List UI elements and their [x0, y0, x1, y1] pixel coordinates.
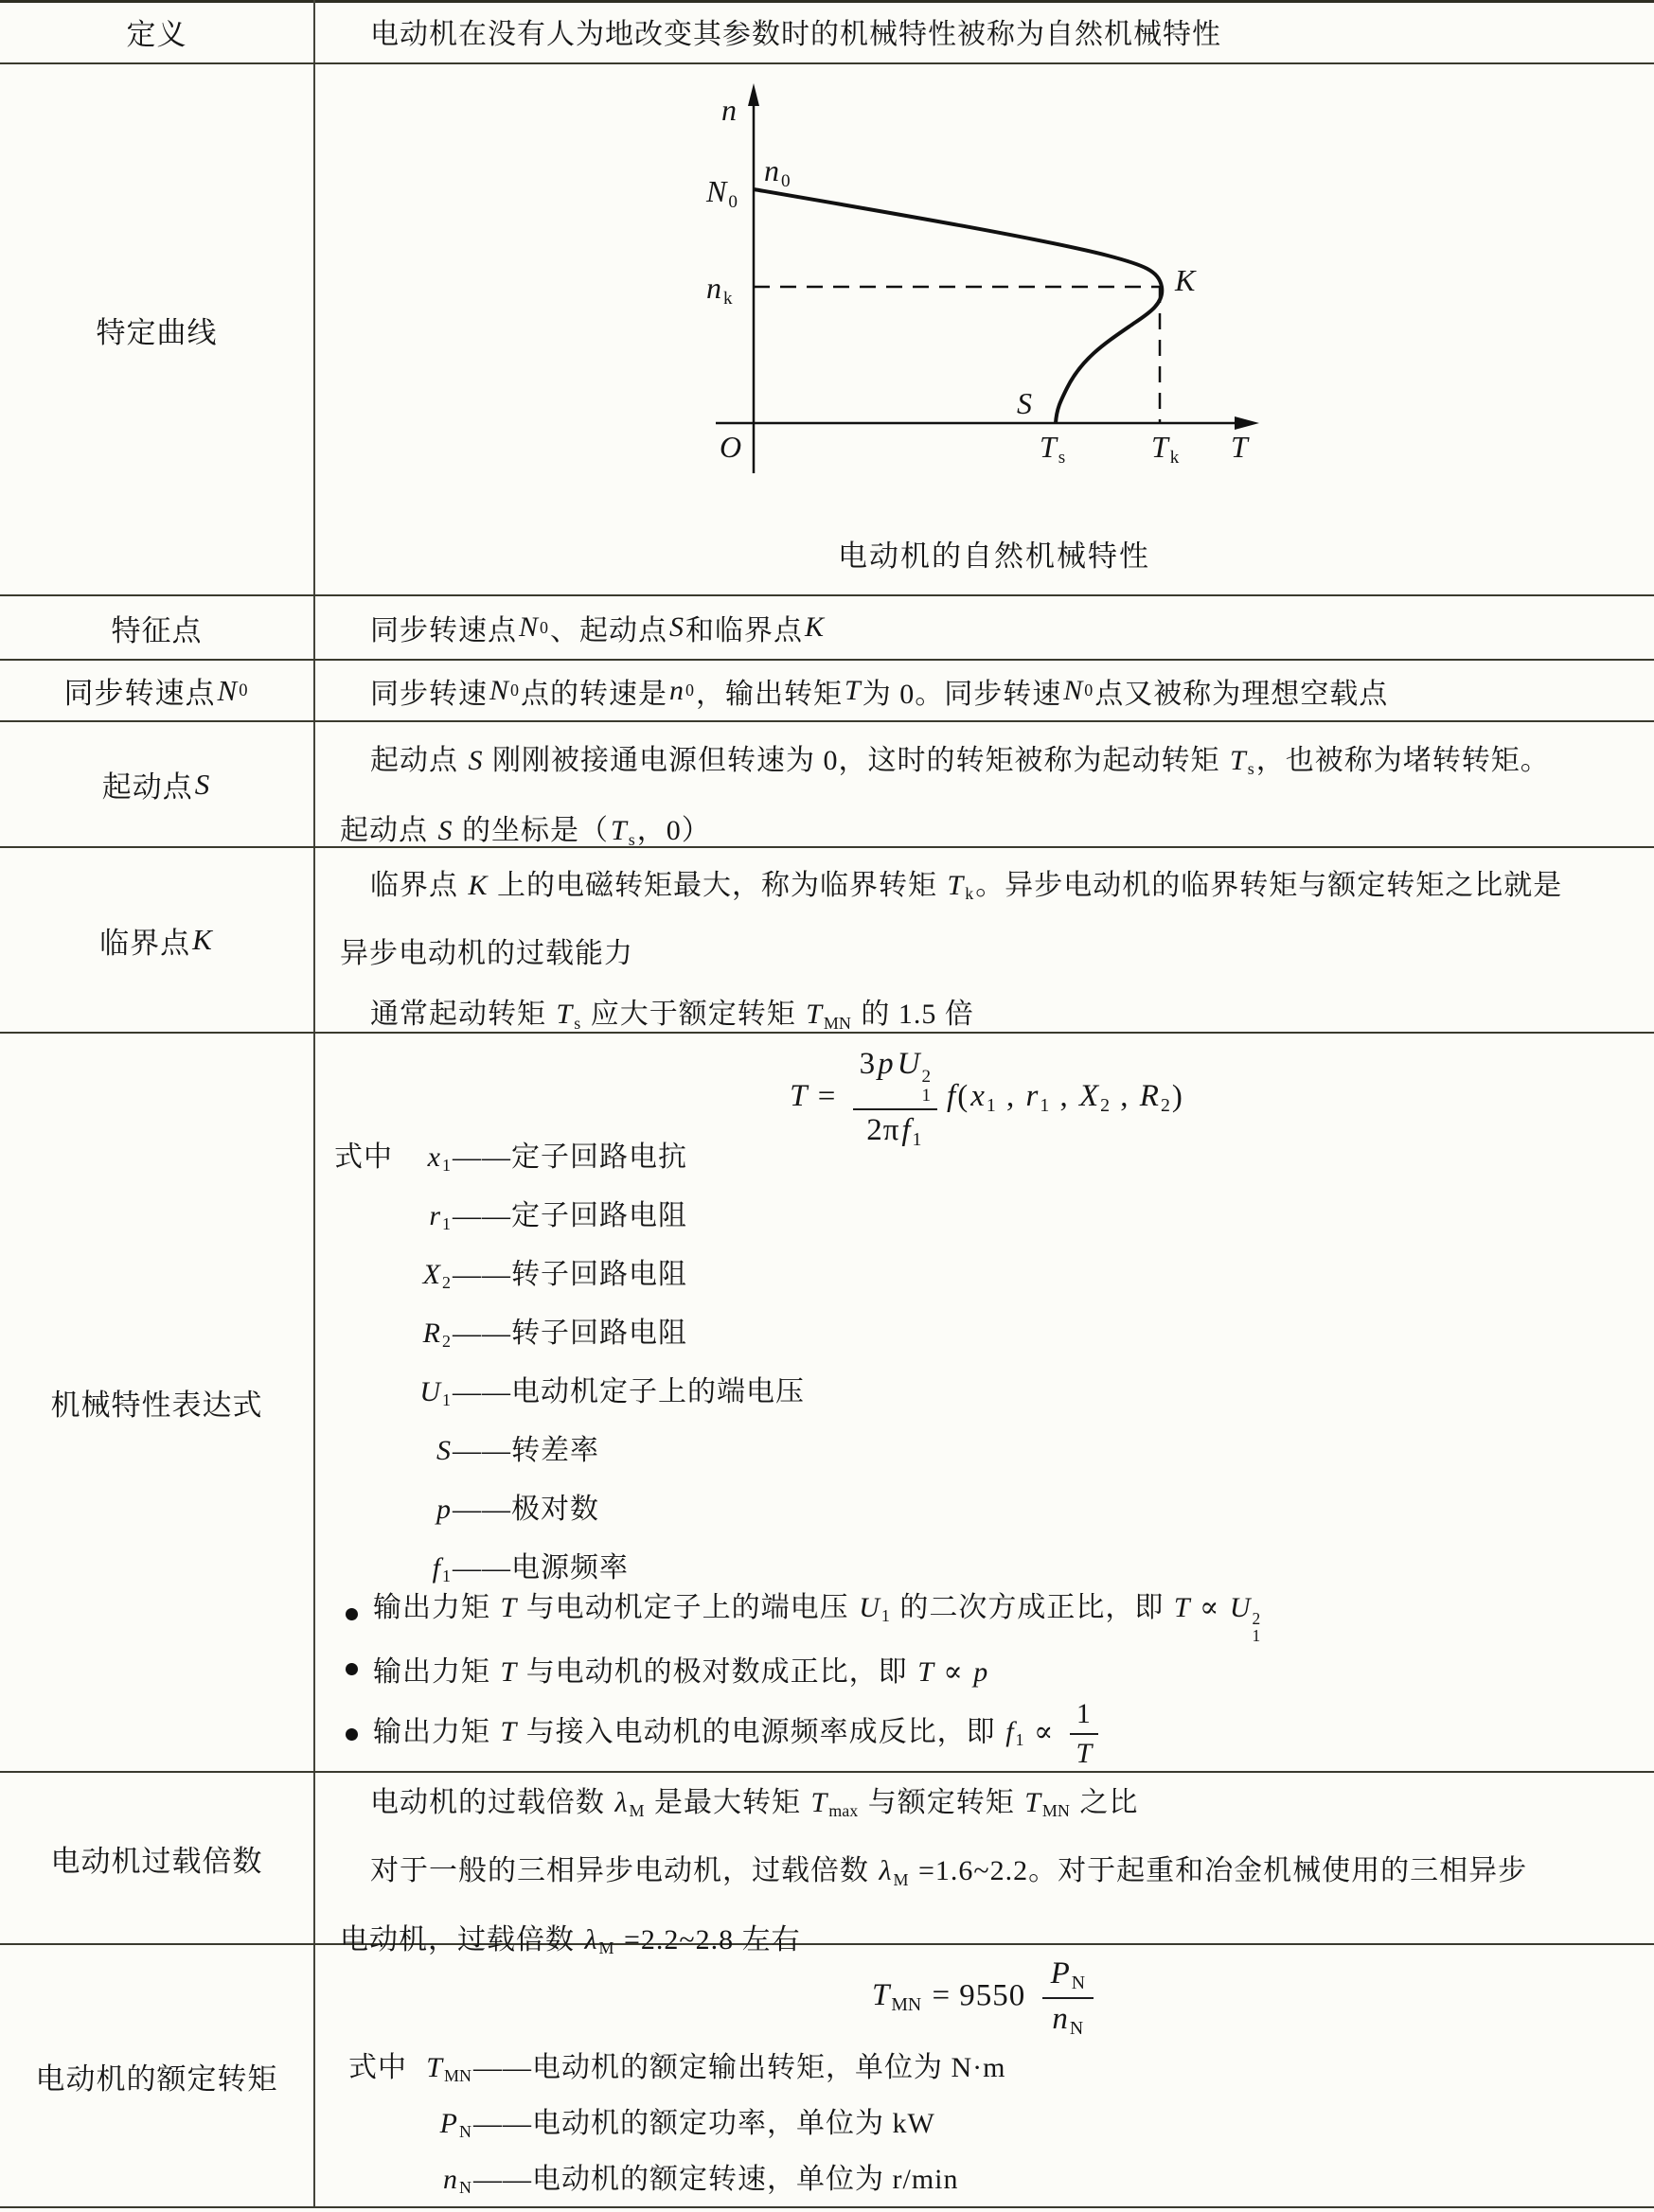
symbol-definition-row — [317, 2151, 1654, 2207]
dash: —— — [453, 1318, 511, 1349]
row-expression — [0, 1034, 1654, 1773]
symbol-desc: 极对数 — [511, 1494, 599, 1525]
symbol-definition-row — [317, 1187, 1654, 1246]
dash: —— — [453, 1552, 511, 1584]
symbol-definition-row — [317, 2040, 1654, 2096]
row-label: 电动机过载倍数 — [0, 1773, 315, 1943]
symbol-desc: 转子回路电阻 — [511, 1318, 687, 1349]
dash: —— — [473, 2164, 532, 2195]
natural-characteristic-chart — [663, 76, 1325, 587]
bullet-icon — [346, 1663, 358, 1675]
row-critical-point — [0, 848, 1654, 1034]
axis-label-n: n — [721, 93, 737, 127]
point-label-K: K — [1175, 263, 1196, 297]
content-line: 起动点 S 刚刚被接通电源但转速为 0，这时的转矩被称为起动转矩 T s，也被称为堵转转矩。 — [370, 745, 1550, 779]
row-label: 电动机的额定转矩 — [0, 1945, 315, 2206]
content-line: 电动机的过载倍数 λ M 是最大转矩 T max 与额定转矩 T MN 之比 — [370, 1787, 1139, 1821]
symbol: r 1 — [429, 1200, 451, 1234]
symbol: X 2 — [422, 1259, 451, 1293]
row-label: 定义 — [0, 0, 315, 62]
symbol-definition-row — [317, 1128, 1654, 1187]
symbol: P N — [439, 2108, 471, 2142]
rated-torque-formula: TMN = 9550 $\frac{\text{P N}}{\text{n N}}$ — [317, 1956, 1654, 2039]
definition-text: 电动机在没有人为地改变其参数时的机械特性被称为自然机械特性 — [370, 19, 1221, 50]
dash: —— — [453, 1141, 511, 1173]
row-curve-plot — [0, 64, 1654, 596]
feature-points-text: 同步转速点 N 0 、起动点 S 和临界点 K — [370, 611, 825, 646]
row-start-point — [0, 722, 1654, 848]
expression-cell — [317, 1034, 1654, 1771]
bullet-icon — [346, 1728, 358, 1741]
overload-text — [317, 1773, 1654, 1958]
dash: —— — [473, 2108, 532, 2139]
chart-axes-and-curve — [663, 76, 1325, 587]
bullet-item — [317, 1694, 1654, 1774]
point-label-n0-speed: n 0 — [764, 153, 791, 191]
curve-plot-cell — [317, 64, 1654, 594]
content-line: 临界点 K 上的电磁转矩最大，称为临界转矩 T k。异步电动机的临界转矩与额定转矩之比就是 — [370, 870, 1563, 904]
row-feature-points — [0, 596, 1654, 661]
symbol-definition-row — [317, 1363, 1654, 1422]
symbol-definition-row — [317, 1422, 1654, 1480]
rated-torque-cell — [317, 1945, 1654, 2206]
content-line: 异步电动机的过载能力 — [340, 938, 633, 970]
symbol-desc: 电动机的额定功率，单位为 kW — [532, 2108, 935, 2139]
critical-point-text — [317, 848, 1654, 1032]
chart-caption: 电动机的自然机械特性 — [838, 540, 1150, 573]
symbol: p — [436, 1494, 451, 1525]
symbol: U 1 — [419, 1376, 451, 1410]
dash: —— — [473, 2052, 532, 2083]
content-line: 起动点 S 的坐标是（T s，0） — [340, 815, 711, 849]
symbol-definition-row — [317, 1246, 1654, 1304]
tick-label-Tk: Tk — [1151, 430, 1180, 468]
content-line: 通常起动转矩 T s 应大于额定转矩 T MN 的 1.5 倍 — [370, 999, 974, 1033]
row-overload-ratio — [0, 1773, 1654, 1958]
bullet-item — [317, 1647, 1654, 1690]
symbol-desc: 定子回路电抗 — [511, 1141, 687, 1173]
symbol: n N — [443, 2164, 471, 2198]
dash: —— — [453, 1435, 511, 1466]
symbol-definition-row — [317, 1480, 1654, 1539]
symbol-desc: 电动机定子上的端电压 — [511, 1376, 805, 1407]
row-label: 起动点 S — [0, 722, 315, 846]
point-label-N0: N 0 — [706, 174, 738, 212]
symbol: S — [436, 1435, 451, 1466]
row-label: 机械特性表达式 — [0, 1034, 315, 1771]
bullet-text: 输出力矩 T 与电动机的极对数成正比，即 T ∝ p — [373, 1656, 988, 1688]
symbol-definitions — [317, 1128, 1654, 1598]
row-label: 同步转速点 N 0 — [0, 661, 315, 720]
start-point-text — [317, 722, 1654, 849]
content-line: 电动机，过载倍数 λ M =2.2~2.8 左右 — [340, 1923, 801, 1958]
symbol-desc: 转子回路电阻 — [511, 1259, 687, 1290]
dash: —— — [453, 1376, 511, 1407]
where-label: 式中 — [334, 1141, 393, 1173]
symbol: R 2 — [422, 1318, 451, 1352]
dash: —— — [453, 1200, 511, 1231]
where-label: 式中 — [348, 2052, 407, 2083]
symbol-definition-row — [317, 1304, 1654, 1363]
axis-label-T: T — [1231, 430, 1248, 464]
symbol-definitions — [317, 2040, 1654, 2207]
bullet-text: 输出力矩 T 与接入电动机的电源频率成反比，即 f 1 ∝ $\frac{1}{T}$ — [373, 1698, 1106, 1771]
bullet-text: 输出力矩 T 与电动机定子上的端电压 U 1 的二次方成正比，即 T ∝ U 2 1 — [373, 1591, 1261, 1645]
symbol: x 1 — [427, 1141, 451, 1176]
row-label: 临界点 K — [0, 848, 315, 1032]
content-line: 对于一般的三相异步电动机，过载倍数 λ M =1.6~2.2。对于起重和冶金机械使用的三相异步 — [370, 1855, 1528, 1889]
origin-label: O — [720, 430, 742, 464]
point-label-S: S — [1017, 386, 1032, 420]
row-label: 特征点 — [0, 596, 315, 659]
row-label: 特定曲线 — [0, 64, 315, 594]
row-definition — [0, 0, 1654, 64]
dash: —— — [453, 1259, 511, 1290]
symbol-desc: 定子回路电阻 — [511, 1200, 687, 1231]
symbol-desc: 电动机的额定转速，单位为 r/min — [532, 2164, 959, 2195]
symbol-desc: 电源频率 — [511, 1552, 629, 1584]
sync-speed-text: 同步转速 N 0 点的转速是 n 0 ，输出转矩 T 为 0。同步转速 N 0 点又被称为理想空载点 — [370, 674, 1389, 710]
torque-expression-formula: T = 3p U 2 1 2πf 1 f(x 1 , r 1 , X 2 , R 2) — [790, 1047, 1183, 1150]
symbol-desc: 电动机的额定输出转矩，单位为 N·m — [532, 2052, 1006, 2083]
row-sync-speed-point — [0, 661, 1654, 722]
symbol-definition-row — [317, 2096, 1654, 2151]
point-label-nk: nk — [706, 271, 733, 309]
dash: —— — [453, 1494, 511, 1525]
symbol: f 1 — [432, 1552, 451, 1586]
bullet-icon — [346, 1608, 358, 1620]
bullet-item — [317, 1591, 1654, 1645]
symbol-desc: 转差率 — [511, 1435, 599, 1466]
tick-label-Ts: Ts — [1040, 430, 1066, 468]
row-rated-torque — [0, 1945, 1654, 2208]
symbol: TMN — [426, 2052, 471, 2086]
